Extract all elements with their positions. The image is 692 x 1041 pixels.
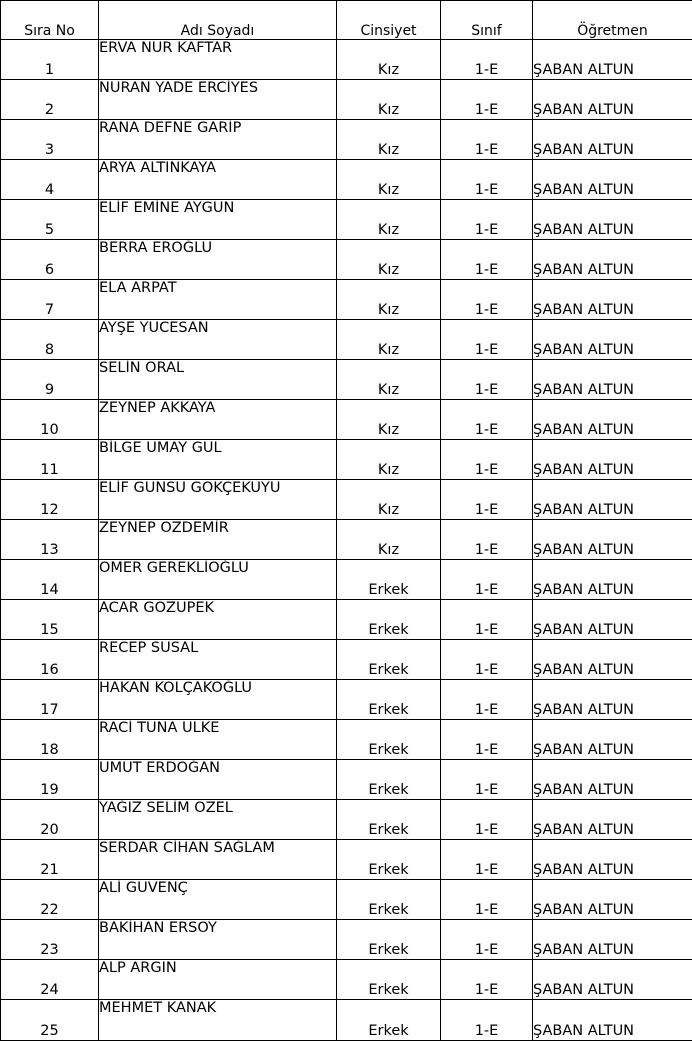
cell-sira-no: 21 [1,840,99,880]
cell-ogretmen: ŞABAN ALTUN [533,720,692,760]
cell-sinif: 1-E [441,1000,533,1041]
table-row [1,1000,692,1041]
table-row [1,720,692,760]
cell-cinsiyet: Kız [337,160,441,200]
cell-ogretmen: ŞABAN ALTUN [533,480,692,520]
cell-cinsiyet: Kız [337,40,441,80]
cell-sinif: 1-E [441,920,533,960]
cell-sira-no: 18 [1,720,99,760]
cell-ogretmen: ŞABAN ALTUN [533,120,692,160]
cell-sira-no: 16 [1,640,99,680]
cell-adi-soyadi: SERDAR CİHAN SAĞLAM [99,840,337,880]
table-row [1,40,692,80]
cell-sira-no: 25 [1,1000,99,1041]
header-row [1,1,692,40]
cell-ogretmen: ŞABAN ALTUN [533,560,692,600]
table-row [1,200,692,240]
cell-sinif: 1-E [441,680,533,720]
cell-cinsiyet: Erkek [337,600,441,640]
cell-ogretmen: ŞABAN ALTUN [533,1000,692,1041]
cell-sinif: 1-E [441,520,533,560]
table-row [1,840,692,880]
cell-ogretmen: ŞABAN ALTUN [533,760,692,800]
cell-adi-soyadi: RECEP SUSAL [99,640,337,680]
cell-cinsiyet: Kız [337,120,441,160]
cell-sinif: 1-E [441,840,533,880]
table-row [1,560,692,600]
cell-ogretmen: ŞABAN ALTUN [533,680,692,720]
cell-cinsiyet: Erkek [337,760,441,800]
table-row [1,960,692,1000]
table-row [1,920,692,960]
cell-sira-no: 17 [1,680,99,720]
cell-sira-no: 24 [1,960,99,1000]
cell-sira-no: 14 [1,560,99,600]
cell-cinsiyet: Erkek [337,800,441,840]
cell-cinsiyet: Erkek [337,880,441,920]
cell-ogretmen: ŞABAN ALTUN [533,840,692,880]
cell-sira-no: 6 [1,240,99,280]
table-row [1,480,692,520]
cell-sira-no: 4 [1,160,99,200]
cell-ogretmen: ŞABAN ALTUN [533,960,692,1000]
cell-adi-soyadi: ERVA NUR KAFTAR [99,40,337,80]
cell-cinsiyet: Kız [337,320,441,360]
cell-sira-no: 20 [1,800,99,840]
cell-adi-soyadi: AYŞE YÜCESAN [99,320,337,360]
cell-cinsiyet: Erkek [337,560,441,600]
table-row [1,440,692,480]
cell-sinif: 1-E [441,760,533,800]
cell-ogretmen: ŞABAN ALTUN [533,520,692,560]
table-row [1,600,692,640]
header-ogretmen: Öğretmen [533,1,692,40]
cell-ogretmen: ŞABAN ALTUN [533,920,692,960]
cell-ogretmen: ŞABAN ALTUN [533,240,692,280]
cell-ogretmen: ŞABAN ALTUN [533,80,692,120]
cell-sira-no: 15 [1,600,99,640]
cell-adi-soyadi: BİLGE UMAY GÜL [99,440,337,480]
cell-ogretmen: ŞABAN ALTUN [533,360,692,400]
cell-cinsiyet: Kız [337,400,441,440]
cell-ogretmen: ŞABAN ALTUN [533,40,692,80]
cell-adi-soyadi: ALİ GÜVENÇ [99,880,337,920]
table-row [1,880,692,920]
cell-ogretmen: ŞABAN ALTUN [533,160,692,200]
cell-adi-soyadi: HAKAN KOLÇAKOĞLU [99,680,337,720]
table-row [1,80,692,120]
cell-cinsiyet: Kız [337,280,441,320]
cell-cinsiyet: Kız [337,520,441,560]
cell-sinif: 1-E [441,160,533,200]
cell-cinsiyet: Erkek [337,720,441,760]
cell-adi-soyadi: MEHMET KANAK [99,1000,337,1041]
cell-sira-no: 9 [1,360,99,400]
cell-ogretmen: ŞABAN ALTUN [533,400,692,440]
cell-cinsiyet: Kız [337,440,441,480]
table-row [1,360,692,400]
cell-adi-soyadi: NURAN YADE ERCİYES [99,80,337,120]
cell-cinsiyet: Erkek [337,680,441,720]
cell-sira-no: 8 [1,320,99,360]
cell-adi-soyadi: ZEYNEP ÖZDEMİR [99,520,337,560]
cell-adi-soyadi: ELİF GÜNSU GÖKÇEKUYU [99,480,337,520]
cell-sinif: 1-E [441,640,533,680]
cell-ogretmen: ŞABAN ALTUN [533,600,692,640]
cell-cinsiyet: Erkek [337,960,441,1000]
cell-sira-no: 5 [1,200,99,240]
cell-cinsiyet: Kız [337,240,441,280]
table-row [1,800,692,840]
cell-sinif: 1-E [441,80,533,120]
cell-adi-soyadi: ACAR GÖZÜPEK [99,600,337,640]
cell-sinif: 1-E [441,560,533,600]
cell-sinif: 1-E [441,200,533,240]
cell-sinif: 1-E [441,600,533,640]
cell-adi-soyadi: ELİF EMİNE AYGÜN [99,200,337,240]
table-row [1,320,692,360]
cell-sira-no: 1 [1,40,99,80]
cell-sira-no: 3 [1,120,99,160]
table-row [1,640,692,680]
table-row [1,400,692,440]
header-sira-no: Sıra No [1,1,99,40]
cell-sinif: 1-E [441,120,533,160]
table-row [1,160,692,200]
cell-adi-soyadi: YAĞIZ SELİM ÖZEL [99,800,337,840]
cell-adi-soyadi: ELA ARPAT [99,280,337,320]
cell-adi-soyadi: RACİ TUNA ÜLKE [99,720,337,760]
cell-sira-no: 12 [1,480,99,520]
cell-cinsiyet: Kız [337,200,441,240]
cell-sinif: 1-E [441,360,533,400]
cell-sinif: 1-E [441,960,533,1000]
cell-ogretmen: ŞABAN ALTUN [533,200,692,240]
cell-ogretmen: ŞABAN ALTUN [533,800,692,840]
header-adi-soyadi: Adı Soyadı [99,1,337,40]
cell-ogretmen: ŞABAN ALTUN [533,640,692,680]
cell-sira-no: 10 [1,400,99,440]
table-row [1,120,692,160]
cell-sinif: 1-E [441,400,533,440]
cell-sinif: 1-E [441,880,533,920]
cell-sinif: 1-E [441,320,533,360]
table-row [1,280,692,320]
cell-ogretmen: ŞABAN ALTUN [533,320,692,360]
cell-cinsiyet: Kız [337,80,441,120]
cell-cinsiyet: Erkek [337,640,441,680]
cell-adi-soyadi: ÖMER GEREKLİOĞLU [99,560,337,600]
cell-sinif: 1-E [441,280,533,320]
cell-ogretmen: ŞABAN ALTUN [533,440,692,480]
cell-sinif: 1-E [441,720,533,760]
table-row [1,520,692,560]
table-row [1,760,692,800]
cell-adi-soyadi: ZEYNEP AKKAYA [99,400,337,440]
cell-sinif: 1-E [441,480,533,520]
cell-sira-no: 7 [1,280,99,320]
table-row [1,680,692,720]
cell-sira-no: 11 [1,440,99,480]
cell-sinif: 1-E [441,440,533,480]
cell-adi-soyadi: RANA DEFNE GARİP [99,120,337,160]
cell-sinif: 1-E [441,40,533,80]
cell-sira-no: 22 [1,880,99,920]
cell-ogretmen: ŞABAN ALTUN [533,880,692,920]
cell-adi-soyadi: BAKİHAN ERSOY [99,920,337,960]
cell-ogretmen: ŞABAN ALTUN [533,280,692,320]
cell-adi-soyadi: ALP ARGIN [99,960,337,1000]
header-sinif: Sınıf [441,1,533,40]
cell-cinsiyet: Erkek [337,1000,441,1041]
cell-sira-no: 2 [1,80,99,120]
cell-adi-soyadi: SELİN ORAL [99,360,337,400]
cell-adi-soyadi: BERRA EROĞLU [99,240,337,280]
cell-sira-no: 19 [1,760,99,800]
cell-adi-soyadi: ARYA ALTINKAYA [99,160,337,200]
cell-cinsiyet: Erkek [337,840,441,880]
cell-sira-no: 23 [1,920,99,960]
cell-sinif: 1-E [441,800,533,840]
header-cinsiyet: Cinsiyet [337,1,441,40]
cell-sira-no: 13 [1,520,99,560]
cell-sinif: 1-E [441,240,533,280]
cell-cinsiyet: Kız [337,360,441,400]
cell-cinsiyet: Erkek [337,920,441,960]
table-row [1,240,692,280]
cell-adi-soyadi: UMUT ERDOĞAN [99,760,337,800]
cell-cinsiyet: Kız [337,480,441,520]
